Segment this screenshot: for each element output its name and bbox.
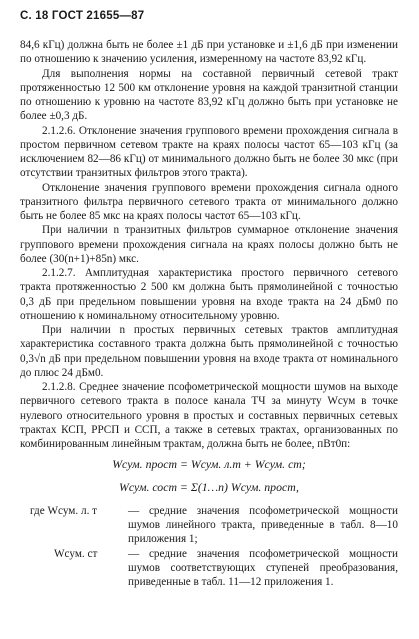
definitions-list bbox=[20, 504, 398, 590]
definition-term: где Wсум. л. т bbox=[30, 504, 98, 517]
paragraph: При наличии n простых первичных сетевых трактов амплитудная характеристика составного тракта должна быть прямолинейной с точностью 0,3√n дБ при предельном повышении уровня на входе тракта от номинального до плюс 24 дБм0. bbox=[20, 324, 398, 379]
paragraph: Для выполнения нормы на составной первичный сетевой тракт протяженностью 12 500 км отклонение уровня на каждой транзитной станции по отношению к уровню на частоте 83,92 кГц должно быть при установке не более ±0,3 дБ. bbox=[20, 67, 398, 123]
paragraph: 2.1.2.6. Отклонение значения группового времени прохождения сигнала в простом первичном сетевом тракте на краях полосы частот 65—103 кГц (за исключением 82—86 кГц) от минимального должно быть не более 30 мкс (при отсутствии транзитных фильтров этого тракта). bbox=[20, 124, 398, 180]
formula-composite-tract: Wсум. сост = Σ(1…n) Wсум. прост, bbox=[119, 479, 299, 494]
formula-simple-tract: Wсум. прост = Wсум. л.т + Wсум. ст; bbox=[112, 457, 306, 472]
paragraph: Отклонение значения группового времени прохождения сигнала одного транзитного фильтра первичного сетевого тракта от минимального должно быть не более 85 мкс на краях полосы частот 65—103 кГц. bbox=[20, 181, 398, 222]
paragraph: При наличии n транзитных фильтров суммарное отклонение значения группового времени прохождения сигнала на краях полосы должно быть не более (30(n+1)+85n) мкс. bbox=[20, 224, 398, 265]
definition-item bbox=[20, 547, 398, 590]
definition-item bbox=[20, 504, 398, 547]
definition-text: — средние значения псофометрической мощности шумов линейного тракта, приведенные в табл. 8—10 приложения 1; bbox=[128, 504, 398, 546]
paragraph: 2.1.2.8. Среднее значение псофометрической мощности шумов на выходе первичного сетевого тракта в полосе канала ТЧ за минуту Wсум в точке нулевого относительного уровня в простых и составных первичных сетевых трактах КСП, РРСП и ССП, а также в сетевых трактах, организованных по комбинированным линейным трактам, должна быть не более, пВт0п: bbox=[20, 381, 398, 450]
document-body bbox=[20, 38, 398, 589]
definition-term: Wсум. ст bbox=[54, 547, 98, 560]
page-header: С. 18 ГОСТ 21655—87 bbox=[20, 10, 145, 22]
paragraph: 84,6 кГц) должна быть не более ±1 дБ при установке и ±1,6 дБ при изменении по отношению к значению усиления, измеренному на частоте 83,92 кГц. bbox=[20, 39, 398, 66]
paragraph: 2.1.2.7. Амплитудная характеристика простого первичного сетевого тракта протяженностью 2 500 км должна быть прямолинейной с точностью 0,3 дБ при предельном повышении уровня на входе тракта на 24 дБм0 по отношению к номинальному относительному уровню. bbox=[20, 267, 398, 322]
definition-text: — средние значения псофометрической мощности шумов соответствующих ступеней преобразования, приведенные в табл. 11—12 приложения 1. bbox=[128, 547, 398, 588]
